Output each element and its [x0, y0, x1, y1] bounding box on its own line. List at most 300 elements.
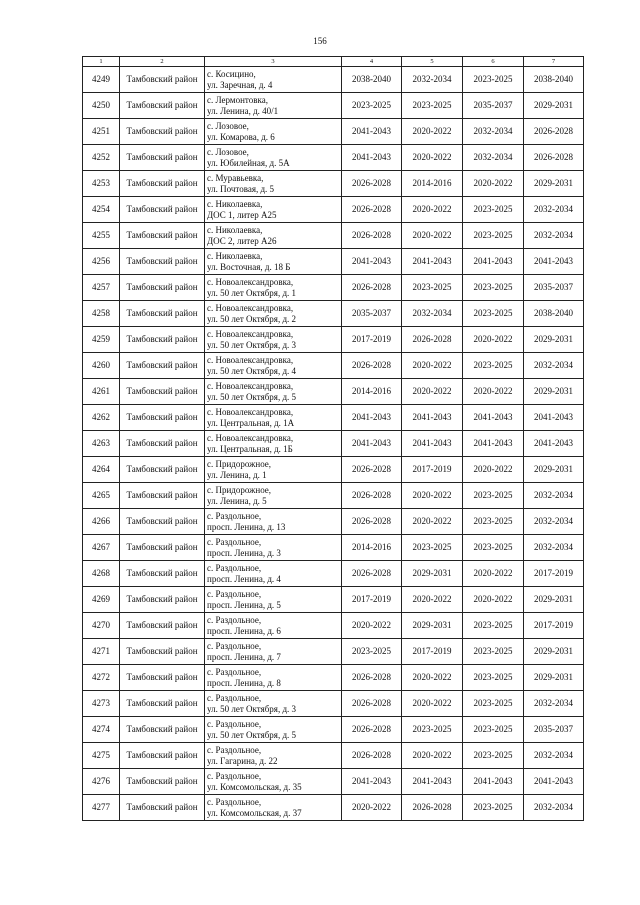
period-cell: 2026-2028	[342, 743, 402, 769]
period-cell: 2020-2022	[463, 457, 524, 483]
period-cell: 2014-2016	[342, 535, 402, 561]
period-cell: 2032-2034	[524, 743, 584, 769]
period-cell: 2026-2028	[402, 795, 463, 821]
row-number: 4254	[83, 197, 120, 223]
period-cell: 2023-2025	[463, 67, 524, 93]
period-cell: 2032-2034	[402, 67, 463, 93]
address-street: ул. Ленина, д. 5	[207, 495, 267, 506]
period-cell: 2026-2028	[342, 509, 402, 535]
table-row	[83, 249, 584, 275]
address-settlement: с. Лермонтовка,	[207, 94, 268, 105]
address-settlement: с. Раздольное,	[207, 562, 262, 573]
table-row	[83, 197, 584, 223]
period-cell: 2023-2025	[463, 795, 524, 821]
district-cell: Тамбовский район	[120, 301, 205, 327]
period-cell: 2020-2022	[402, 743, 463, 769]
address-cell	[205, 197, 342, 223]
row-number: 4263	[83, 431, 120, 457]
column-header: 2	[120, 57, 205, 67]
address-settlement: с. Новоалександровка,	[207, 276, 294, 287]
period-cell: 2020-2022	[463, 561, 524, 587]
period-cell: 2041-2043	[463, 249, 524, 275]
period-cell: 2023-2025	[463, 717, 524, 743]
column-header: 5	[402, 57, 463, 67]
column-header: 7	[524, 57, 584, 67]
table-row	[83, 717, 584, 743]
period-cell: 2026-2028	[342, 197, 402, 223]
period-cell: 2041-2043	[463, 431, 524, 457]
row-number: 4259	[83, 327, 120, 353]
period-cell: 2029-2031	[402, 561, 463, 587]
district-cell: Тамбовский район	[120, 639, 205, 665]
address-settlement: с. Муравьевка,	[207, 172, 264, 183]
address-street: ул. 50 лет Октября, д. 5	[207, 729, 297, 740]
period-cell: 2029-2031	[402, 613, 463, 639]
period-cell: 2017-2019	[342, 587, 402, 613]
period-cell: 2020-2022	[402, 587, 463, 613]
row-number: 4272	[83, 665, 120, 691]
period-cell: 2032-2034	[402, 301, 463, 327]
column-header: 1	[83, 57, 120, 67]
row-number: 4256	[83, 249, 120, 275]
address-street: ул. Заречная, д. 4	[207, 79, 273, 90]
period-cell: 2032-2034	[524, 197, 584, 223]
period-cell: 2023-2025	[463, 509, 524, 535]
district-cell: Тамбовский район	[120, 665, 205, 691]
address-cell	[205, 665, 342, 691]
period-cell: 2041-2043	[342, 431, 402, 457]
period-cell: 2023-2025	[463, 353, 524, 379]
address-street: ул. 50 лет Октября, д. 3	[207, 703, 297, 714]
period-cell: 2041-2043	[342, 145, 402, 171]
table-row	[83, 119, 584, 145]
district-cell: Тамбовский район	[120, 431, 205, 457]
address-cell	[205, 327, 342, 353]
row-number: 4270	[83, 613, 120, 639]
address-street: ул. Гагарина, д. 22	[207, 755, 278, 766]
district-cell: Тамбовский район	[120, 769, 205, 795]
table-row	[83, 431, 584, 457]
table-row	[83, 67, 584, 93]
district-cell: Тамбовский район	[120, 275, 205, 301]
period-cell: 2017-2019	[402, 457, 463, 483]
address-settlement: с. Раздольное,	[207, 588, 262, 599]
period-cell: 2023-2025	[402, 275, 463, 301]
period-cell: 2023-2025	[402, 535, 463, 561]
period-cell: 2041-2043	[402, 405, 463, 431]
address-street: ул. Ленина, д. 40/1	[207, 105, 279, 116]
district-cell: Тамбовский район	[120, 535, 205, 561]
period-cell: 2020-2022	[342, 613, 402, 639]
address-street: просп. Ленина, д. 5	[207, 599, 281, 610]
address-settlement: с. Лозовое,	[207, 120, 249, 131]
address-street: ул. Почтовая, д. 5	[207, 183, 275, 194]
table-row	[83, 223, 584, 249]
address-cell	[205, 119, 342, 145]
period-cell: 2029-2031	[524, 379, 584, 405]
period-cell: 2026-2028	[342, 457, 402, 483]
table-row	[83, 743, 584, 769]
column-header: 6	[463, 57, 524, 67]
period-cell: 2017-2019	[342, 327, 402, 353]
address-cell	[205, 301, 342, 327]
period-cell: 2026-2028	[402, 327, 463, 353]
district-cell: Тамбовский район	[120, 561, 205, 587]
table-row	[83, 379, 584, 405]
address-cell	[205, 223, 342, 249]
address-street: ул. 50 лет Октября, д. 4	[207, 365, 297, 376]
period-cell: 2035-2037	[524, 275, 584, 301]
district-cell: Тамбовский район	[120, 509, 205, 535]
address-cell	[205, 457, 342, 483]
period-cell: 2032-2034	[524, 509, 584, 535]
period-cell: 2041-2043	[524, 769, 584, 795]
period-cell: 2026-2028	[524, 145, 584, 171]
table-row	[83, 145, 584, 171]
period-cell: 2041-2043	[524, 431, 584, 457]
address-settlement: с. Раздольное,	[207, 640, 262, 651]
address-settlement: с. Новоалександровка,	[207, 380, 294, 391]
table-row	[83, 457, 584, 483]
address-cell	[205, 769, 342, 795]
row-number: 4275	[83, 743, 120, 769]
table-row	[83, 171, 584, 197]
row-number: 4252	[83, 145, 120, 171]
address-street: ДОС 2, литер А26	[207, 235, 277, 246]
address-cell	[205, 379, 342, 405]
row-number: 4251	[83, 119, 120, 145]
address-settlement: с. Раздольное,	[207, 666, 262, 677]
period-cell: 2020-2022	[463, 171, 524, 197]
period-cell: 2017-2019	[524, 561, 584, 587]
period-cell: 2041-2043	[342, 769, 402, 795]
period-cell: 2017-2019	[524, 613, 584, 639]
period-cell: 2020-2022	[402, 197, 463, 223]
address-cell	[205, 249, 342, 275]
period-cell: 2035-2037	[524, 717, 584, 743]
row-number: 4274	[83, 717, 120, 743]
period-cell: 2026-2028	[342, 223, 402, 249]
address-street: просп. Ленина, д. 8	[207, 677, 281, 688]
period-cell: 2029-2031	[524, 93, 584, 119]
period-cell: 2023-2025	[463, 665, 524, 691]
period-cell: 2041-2043	[463, 769, 524, 795]
period-cell: 2026-2028	[342, 717, 402, 743]
row-number: 4266	[83, 509, 120, 535]
row-number: 4260	[83, 353, 120, 379]
address-settlement: с. Раздольное,	[207, 614, 262, 625]
address-cell	[205, 93, 342, 119]
period-cell: 2032-2034	[463, 145, 524, 171]
district-cell: Тамбовский район	[120, 379, 205, 405]
district-cell: Тамбовский район	[120, 405, 205, 431]
address-cell	[205, 509, 342, 535]
address-cell	[205, 535, 342, 561]
table-row	[83, 665, 584, 691]
address-street: ул. Ленина, д. 1	[207, 469, 267, 480]
address-cell	[205, 145, 342, 171]
period-cell: 2026-2028	[342, 171, 402, 197]
period-cell: 2026-2028	[342, 275, 402, 301]
period-cell: 2026-2028	[524, 119, 584, 145]
period-cell: 2023-2025	[463, 613, 524, 639]
period-cell: 2023-2025	[463, 743, 524, 769]
address-settlement: с. Новоалександровка,	[207, 302, 294, 313]
period-cell: 2032-2034	[524, 535, 584, 561]
district-cell: Тамбовский район	[120, 691, 205, 717]
address-street: ул. Центральная, д. 1Б	[207, 443, 293, 454]
period-cell: 2041-2043	[524, 249, 584, 275]
period-cell: 2023-2025	[463, 691, 524, 717]
district-cell: Тамбовский район	[120, 223, 205, 249]
period-cell: 2026-2028	[342, 353, 402, 379]
district-cell: Тамбовский район	[120, 119, 205, 145]
period-cell: 2023-2025	[402, 93, 463, 119]
table-row	[83, 795, 584, 821]
row-number: 4271	[83, 639, 120, 665]
period-cell: 2023-2025	[463, 483, 524, 509]
row-number: 4264	[83, 457, 120, 483]
address-street: ул. Восточная, д. 18 Б	[207, 261, 291, 272]
period-cell: 2020-2022	[402, 379, 463, 405]
table-row	[83, 93, 584, 119]
period-cell: 2017-2019	[402, 639, 463, 665]
row-number: 4277	[83, 795, 120, 821]
address-settlement: с. Раздольное,	[207, 692, 262, 703]
address-street: ул. Комсомольская, д. 35	[207, 781, 302, 792]
period-cell: 2026-2028	[342, 561, 402, 587]
period-cell: 2020-2022	[402, 483, 463, 509]
address-settlement: с. Раздольное,	[207, 510, 262, 521]
district-cell: Тамбовский район	[120, 327, 205, 353]
table-row	[83, 483, 584, 509]
district-cell: Тамбовский район	[120, 613, 205, 639]
row-number: 4262	[83, 405, 120, 431]
address-settlement: с. Новоалександровка,	[207, 432, 294, 443]
row-number: 4257	[83, 275, 120, 301]
register-table	[82, 56, 584, 821]
period-cell: 2035-2037	[342, 301, 402, 327]
row-number: 4249	[83, 67, 120, 93]
address-cell	[205, 743, 342, 769]
address-street: просп. Ленина, д. 13	[207, 521, 286, 532]
address-cell	[205, 431, 342, 457]
period-cell: 2020-2022	[402, 691, 463, 717]
row-number: 4269	[83, 587, 120, 613]
period-cell: 2014-2016	[402, 171, 463, 197]
period-cell: 2029-2031	[524, 639, 584, 665]
address-street: ДОС 1, литер А25	[207, 209, 277, 220]
address-cell	[205, 275, 342, 301]
address-cell	[205, 613, 342, 639]
period-cell: 2020-2022	[402, 223, 463, 249]
address-settlement: с. Придорожное,	[207, 458, 272, 469]
period-cell: 2032-2034	[463, 119, 524, 145]
district-cell: Тамбовский район	[120, 67, 205, 93]
district-cell: Тамбовский район	[120, 171, 205, 197]
page-number: 156	[313, 36, 327, 46]
row-number: 4276	[83, 769, 120, 795]
period-cell: 2023-2025	[463, 639, 524, 665]
table-row	[83, 327, 584, 353]
address-cell	[205, 405, 342, 431]
table-row	[83, 509, 584, 535]
address-cell	[205, 67, 342, 93]
district-cell: Тамбовский район	[120, 587, 205, 613]
district-cell: Тамбовский район	[120, 93, 205, 119]
period-cell: 2032-2034	[524, 691, 584, 717]
table-row	[83, 769, 584, 795]
district-cell: Тамбовский район	[120, 145, 205, 171]
address-street: ул. 50 лет Октября, д. 1	[207, 287, 297, 298]
address-cell	[205, 795, 342, 821]
period-cell: 2041-2043	[402, 431, 463, 457]
address-cell	[205, 483, 342, 509]
address-street: ул. 50 лет Октября, д. 5	[207, 391, 297, 402]
period-cell: 2020-2022	[402, 353, 463, 379]
period-cell: 2032-2034	[524, 795, 584, 821]
address-street: просп. Ленина, д. 4	[207, 573, 281, 584]
period-cell: 2032-2034	[524, 223, 584, 249]
district-cell: Тамбовский район	[120, 743, 205, 769]
address-street: просп. Ленина, д. 6	[207, 625, 281, 636]
row-number: 4253	[83, 171, 120, 197]
period-cell: 2041-2043	[524, 405, 584, 431]
address-street: ул. Комарова, д. 6	[207, 131, 275, 142]
address-settlement: с. Раздольное,	[207, 744, 262, 755]
address-settlement: с. Новоалександровка,	[207, 354, 294, 365]
address-cell	[205, 587, 342, 613]
period-cell: 2020-2022	[463, 587, 524, 613]
period-cell: 2038-2040	[342, 67, 402, 93]
district-cell: Тамбовский район	[120, 483, 205, 509]
address-street: ул. Комсомольская, д. 37	[207, 807, 302, 818]
address-cell	[205, 717, 342, 743]
address-settlement: с. Раздольное,	[207, 770, 262, 781]
address-settlement: с. Раздольное,	[207, 718, 262, 729]
period-cell: 2020-2022	[402, 665, 463, 691]
period-cell: 2014-2016	[342, 379, 402, 405]
table-row	[83, 613, 584, 639]
district-cell: Тамбовский район	[120, 197, 205, 223]
period-cell: 2029-2031	[524, 457, 584, 483]
period-cell: 2023-2025	[463, 197, 524, 223]
period-cell: 2026-2028	[342, 483, 402, 509]
period-cell: 2041-2043	[342, 249, 402, 275]
row-number: 4258	[83, 301, 120, 327]
address-cell	[205, 171, 342, 197]
table-row	[83, 301, 584, 327]
address-settlement: с. Новоалександровка,	[207, 406, 294, 417]
district-cell: Тамбовский район	[120, 457, 205, 483]
column-header: 3	[205, 57, 342, 67]
address-settlement: с. Придорожное,	[207, 484, 272, 495]
district-cell: Тамбовский район	[120, 717, 205, 743]
period-cell: 2020-2022	[463, 327, 524, 353]
address-settlement: с. Раздольное,	[207, 536, 262, 547]
row-number: 4268	[83, 561, 120, 587]
column-number-row	[83, 57, 584, 67]
address-settlement: с. Николаевка,	[207, 198, 263, 209]
period-cell: 2041-2043	[342, 119, 402, 145]
period-cell: 2023-2025	[342, 93, 402, 119]
period-cell: 2038-2040	[524, 301, 584, 327]
period-cell: 2020-2022	[463, 379, 524, 405]
row-number: 4255	[83, 223, 120, 249]
period-cell: 2041-2043	[463, 405, 524, 431]
row-number: 4267	[83, 535, 120, 561]
district-cell: Тамбовский район	[120, 353, 205, 379]
address-street: просп. Ленина, д. 3	[207, 547, 281, 558]
period-cell: 2023-2025	[463, 275, 524, 301]
table-row	[83, 561, 584, 587]
table-row	[83, 275, 584, 301]
period-cell: 2029-2031	[524, 665, 584, 691]
period-cell: 2038-2040	[524, 67, 584, 93]
address-street: ул. Юбилейная, д. 5А	[207, 157, 290, 168]
table-row	[83, 639, 584, 665]
address-cell	[205, 639, 342, 665]
period-cell: 2029-2031	[524, 587, 584, 613]
period-cell: 2023-2025	[463, 535, 524, 561]
table-row	[83, 587, 584, 613]
period-cell: 2026-2028	[342, 691, 402, 717]
register-table-body	[83, 57, 584, 821]
address-street: ул. Центральная, д. 1А	[207, 417, 295, 428]
address-settlement: с. Николаевка,	[207, 250, 263, 261]
address-street: просп. Ленина, д. 7	[207, 651, 281, 662]
row-number: 4261	[83, 379, 120, 405]
row-number: 4273	[83, 691, 120, 717]
period-cell: 2041-2043	[402, 249, 463, 275]
period-cell: 2041-2043	[402, 769, 463, 795]
period-cell: 2023-2025	[342, 639, 402, 665]
period-cell: 2032-2034	[524, 353, 584, 379]
table-row	[83, 353, 584, 379]
address-settlement: с. Лозовое,	[207, 146, 249, 157]
period-cell: 2023-2025	[402, 717, 463, 743]
district-cell: Тамбовский район	[120, 249, 205, 275]
row-number: 4265	[83, 483, 120, 509]
period-cell: 2023-2025	[463, 223, 524, 249]
period-cell: 2041-2043	[342, 405, 402, 431]
address-settlement: с. Николаевка,	[207, 224, 263, 235]
district-cell: Тамбовский район	[120, 795, 205, 821]
address-settlement: с. Раздольное,	[207, 796, 262, 807]
period-cell: 2029-2031	[524, 171, 584, 197]
address-street: ул. 50 лет Октября, д. 3	[207, 339, 297, 350]
period-cell: 2035-2037	[463, 93, 524, 119]
period-cell: 2023-2025	[463, 301, 524, 327]
address-cell	[205, 353, 342, 379]
period-cell: 2032-2034	[524, 483, 584, 509]
column-header: 4	[342, 57, 402, 67]
table-row	[83, 535, 584, 561]
period-cell: 2020-2022	[402, 509, 463, 535]
row-number: 4250	[83, 93, 120, 119]
address-settlement: с. Косицино,	[207, 68, 256, 79]
period-cell: 2020-2022	[402, 119, 463, 145]
period-cell: 2029-2031	[524, 327, 584, 353]
period-cell: 2026-2028	[342, 665, 402, 691]
address-settlement: с. Новоалександровка,	[207, 328, 294, 339]
table-row	[83, 691, 584, 717]
table-row	[83, 405, 584, 431]
period-cell: 2020-2022	[402, 145, 463, 171]
address-street: ул. 50 лет Октября, д. 2	[207, 313, 297, 324]
period-cell: 2020-2022	[342, 795, 402, 821]
address-cell	[205, 691, 342, 717]
